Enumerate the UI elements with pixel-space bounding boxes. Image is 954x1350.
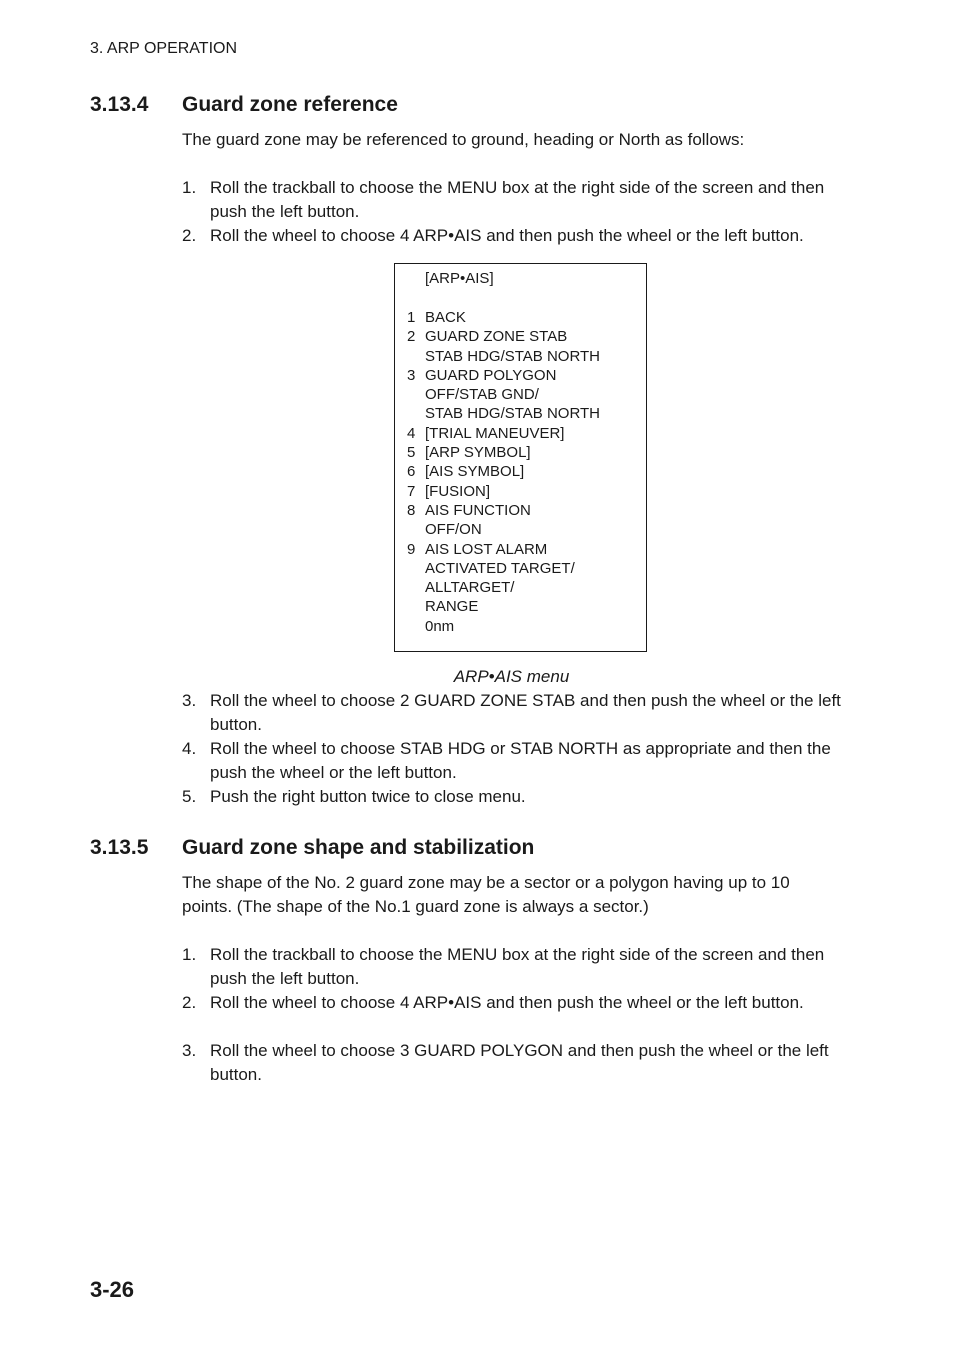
menu-item [407, 308, 600, 327]
step-item [182, 1039, 842, 1087]
step-item [182, 737, 842, 785]
menu-item-line: ALLTARGET/ [425, 579, 515, 597]
menu-item-line: 0nm [425, 617, 455, 635]
menu-item [407, 424, 600, 443]
step-number: 3. [182, 691, 197, 710]
menu-item-line: ACTIVATED TARGET/ [425, 559, 575, 577]
step-number: 1. [182, 178, 197, 197]
step-text: Roll the wheel to choose 3 GUARD POLYGON and then push the wheel or the left button. [210, 1041, 829, 1084]
step-text: Roll the wheel to choose STAB HDG or STAB NORTH as appropriate and then the push the wheel or the left button. [210, 739, 831, 782]
step-item [182, 689, 842, 737]
step-number: 1. [182, 945, 197, 964]
step-item [182, 176, 842, 224]
menu-item-number: 1 [407, 309, 416, 326]
page-number: 3-26 [90, 1277, 135, 1302]
step-number: 2. [182, 993, 197, 1012]
step-item [182, 991, 842, 1015]
step-number: 5. [182, 787, 197, 806]
section-intro: The guard zone may be referenced to ground, heading or North as follows: [182, 130, 745, 149]
menu-item-line: AIS LOST ALARM [425, 540, 548, 558]
menu-item [407, 366, 600, 424]
menu-item-line: OFF/ON [425, 521, 482, 539]
menu-item-line: STAB HDG/STAB NORTH [425, 347, 601, 365]
section-title: Guard zone reference [182, 93, 398, 116]
section-title: Guard zone shape and stabilization [182, 836, 535, 859]
menu-item [407, 462, 600, 481]
step-number: 2. [182, 226, 197, 245]
menu-item-list [407, 308, 600, 636]
step-text: Roll the wheel to choose 4 ARP•AIS and then push the wheel or the left button. [210, 993, 804, 1012]
step-text: Push the right button twice to close menu. [210, 787, 526, 806]
step-text: Roll the trackball to choose the MENU box at the right side of the screen and then push the left button. [210, 178, 825, 221]
step-number: 4. [182, 739, 197, 758]
running-head: 3. ARP OPERATION [90, 40, 238, 57]
menu-item [407, 327, 600, 366]
menu-item-line: [TRIAL MANEUVER] [425, 424, 565, 442]
menu-title: [ARP•AIS] [425, 270, 494, 287]
menu-item-number: 7 [407, 482, 416, 500]
menu-item-number: 6 [407, 463, 416, 481]
step-text: Roll the trackball to choose the MENU box at the right side of the screen and then push the left button. [210, 945, 825, 988]
menu-item-number: 4 [407, 424, 416, 442]
menu-item-line: [AIS SYMBOL] [425, 463, 525, 481]
menu-item-line: STAB HDG/STAB NORTH [425, 405, 601, 423]
menu-item-line: RANGE [425, 598, 479, 616]
step-item [182, 224, 842, 248]
menu-item [407, 501, 600, 540]
step-number: 3. [182, 1041, 197, 1060]
menu-item-line: OFF/STAB GND/ [425, 386, 539, 404]
menu-item-line: BACK [425, 309, 466, 326]
step-text: Roll the wheel to choose 4 ARP•AIS and then push the wheel or the left button. [210, 226, 804, 245]
section-number: 3.13.4 [90, 93, 149, 116]
menu-item-line: [ARP SYMBOL] [425, 444, 531, 462]
arp-ais-menu-figure [394, 263, 647, 652]
menu-item-number: 5 [407, 444, 416, 462]
menu-item [407, 482, 600, 501]
menu-item-number: 8 [407, 501, 416, 519]
menu-item-number: 9 [407, 540, 416, 558]
step-item [182, 943, 842, 991]
menu-item-line: GUARD ZONE STAB [425, 328, 568, 346]
menu-item [407, 443, 600, 462]
step-text: Roll the wheel to choose 2 GUARD ZONE STAB and then push the wheel or the left button. [210, 691, 841, 734]
step-item [182, 785, 842, 809]
menu-item-line: [FUSION] [425, 482, 491, 500]
menu-item-number: 2 [407, 328, 416, 346]
menu-item [407, 540, 600, 636]
section-number: 3.13.5 [90, 836, 149, 859]
menu-item-line: AIS FUNCTION [425, 501, 531, 519]
menu-item-line: GUARD POLYGON [425, 366, 557, 384]
figure-caption: ARP•AIS menu [453, 667, 570, 686]
menu-item-number: 3 [407, 366, 416, 384]
section-intro: The shape of the No. 2 guard zone may be a sector or a polygon having up to 10 points. (The shape of the No.1 guard zone is always a sector.) [182, 873, 790, 916]
